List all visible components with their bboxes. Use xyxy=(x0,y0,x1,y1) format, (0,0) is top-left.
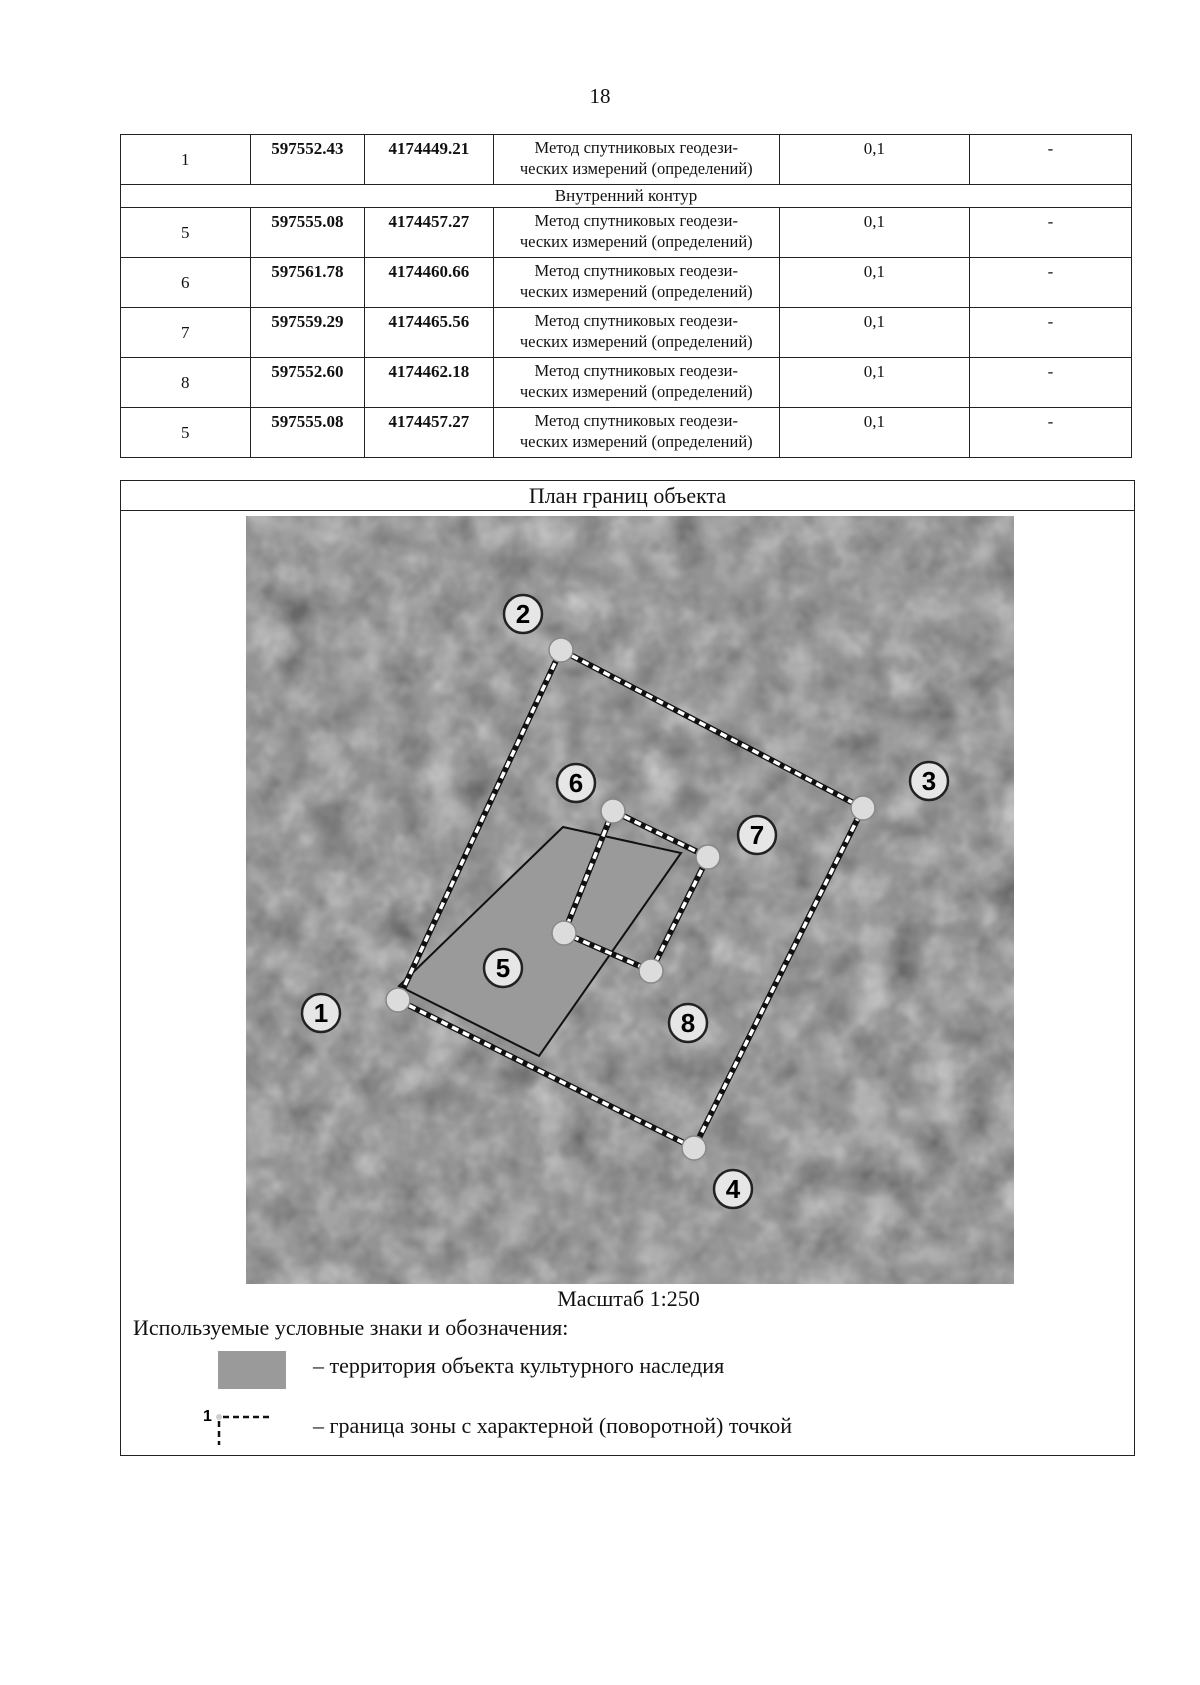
table-row xyxy=(121,358,1132,408)
point-number-cell: 6 xyxy=(121,258,251,308)
boundary-plan xyxy=(120,480,1135,1456)
note-cell: - xyxy=(969,308,1131,358)
method-line: Метод спутниковых геодези- xyxy=(534,311,738,330)
y-coordinate-cell: 4174449.21 xyxy=(365,135,494,185)
legend-territory-label: – территория объекта культурного наследия xyxy=(313,1353,725,1378)
boundary-marker-2 xyxy=(549,638,573,662)
coordinates-table xyxy=(120,134,1132,458)
point-number-cell: 5 xyxy=(121,408,251,458)
svg-text:7: 7 xyxy=(749,820,765,850)
point-number-cell: 5 xyxy=(121,208,251,258)
method-line: ческих измерений (определений) xyxy=(519,382,753,401)
method-line: ческих измерений (определений) xyxy=(519,282,753,301)
svg-text:3: 3 xyxy=(921,766,937,796)
point-label-7 xyxy=(738,816,776,854)
method-line: Метод спутниковых геодези- xyxy=(534,361,738,380)
point-number-cell: 8 xyxy=(121,358,251,408)
boundary-marker-5 xyxy=(552,921,576,945)
method-line: ческих измерений (определений) xyxy=(519,432,753,451)
section-row xyxy=(121,185,1132,208)
svg-text:8: 8 xyxy=(680,1008,696,1038)
boundary-marker-3 xyxy=(851,796,875,820)
method-cell xyxy=(493,135,779,185)
method-line: Метод спутниковых геодези- xyxy=(534,261,738,280)
method-cell xyxy=(493,408,779,458)
page-number: 18 xyxy=(589,84,611,108)
x-coordinate-cell: 597555.08 xyxy=(250,208,364,258)
point-label-2 xyxy=(504,595,542,633)
map-scale: Масштаб 1:250 xyxy=(557,1286,700,1311)
section-label: Внутренний контур xyxy=(121,185,1132,208)
y-coordinate-cell: 4174460.66 xyxy=(365,258,494,308)
table-row xyxy=(121,208,1132,258)
svg-text:4: 4 xyxy=(725,1174,741,1204)
accuracy-cell: 0,1 xyxy=(779,258,969,308)
table-row xyxy=(121,258,1132,308)
boundary-marker-1 xyxy=(386,988,410,1012)
note-cell: - xyxy=(969,258,1131,308)
point-label-4 xyxy=(714,1170,752,1208)
x-coordinate-cell: 597559.29 xyxy=(250,308,364,358)
boundary-marker-4 xyxy=(682,1136,706,1160)
point-number-cell: 1 xyxy=(121,135,251,185)
svg-text:1: 1 xyxy=(203,1408,212,1425)
point-label-5 xyxy=(484,949,522,987)
point-label-6 xyxy=(557,764,595,802)
method-cell xyxy=(493,208,779,258)
method-cell xyxy=(493,308,779,358)
accuracy-cell: 0,1 xyxy=(779,135,969,185)
method-line: Метод спутниковых геодези- xyxy=(534,411,738,430)
x-coordinate-cell: 597552.43 xyxy=(250,135,364,185)
svg-text:1: 1 xyxy=(313,998,329,1028)
y-coordinate-cell: 4174457.27 xyxy=(365,408,494,458)
point-label-8 xyxy=(669,1004,707,1042)
accuracy-cell: 0,1 xyxy=(779,308,969,358)
point-number-cell: 7 xyxy=(121,308,251,358)
method-line: Метод спутниковых геодези- xyxy=(534,211,738,230)
note-cell: - xyxy=(969,408,1131,458)
method-line: Метод спутниковых геодези- xyxy=(534,138,738,157)
legend-title: Используемые условные знаки и обозначения: xyxy=(133,1315,569,1340)
method-line: ческих измерений (определений) xyxy=(519,332,753,351)
method-line: ческих измерений (определений) xyxy=(519,159,753,178)
plan-title: План границ объекта xyxy=(121,481,1134,511)
table-row xyxy=(121,135,1132,185)
note-cell: - xyxy=(969,135,1131,185)
point-label-1 xyxy=(302,994,340,1032)
method-cell xyxy=(493,258,779,308)
x-coordinate-cell: 597561.78 xyxy=(250,258,364,308)
method-cell xyxy=(493,358,779,408)
svg-text:6: 6 xyxy=(568,768,584,798)
note-cell: - xyxy=(969,208,1131,258)
point-label-3 xyxy=(910,762,948,800)
table-row xyxy=(121,308,1132,358)
aerial-map xyxy=(246,516,1014,1284)
boundary-marker-8 xyxy=(639,959,663,983)
legend-boundary-symbol xyxy=(203,1407,293,1447)
boundary-marker-6 xyxy=(601,799,625,823)
legend-territory-swatch xyxy=(218,1351,286,1389)
accuracy-cell: 0,1 xyxy=(779,208,969,258)
x-coordinate-cell: 597552.60 xyxy=(250,358,364,408)
accuracy-cell: 0,1 xyxy=(779,408,969,458)
y-coordinate-cell: 4174462.18 xyxy=(365,358,494,408)
svg-text:5: 5 xyxy=(495,953,511,983)
y-coordinate-cell: 4174465.56 xyxy=(365,308,494,358)
boundary-marker-7 xyxy=(696,845,720,869)
x-coordinate-cell: 597555.08 xyxy=(250,408,364,458)
legend-boundary-label: – граница зоны с характерной (поворотной) точкой xyxy=(313,1413,793,1438)
svg-text:2: 2 xyxy=(515,599,531,629)
method-line: ческих измерений (определений) xyxy=(519,232,753,251)
accuracy-cell: 0,1 xyxy=(779,358,969,408)
note-cell: - xyxy=(969,358,1131,408)
table-row xyxy=(121,408,1132,458)
y-coordinate-cell: 4174457.27 xyxy=(365,208,494,258)
